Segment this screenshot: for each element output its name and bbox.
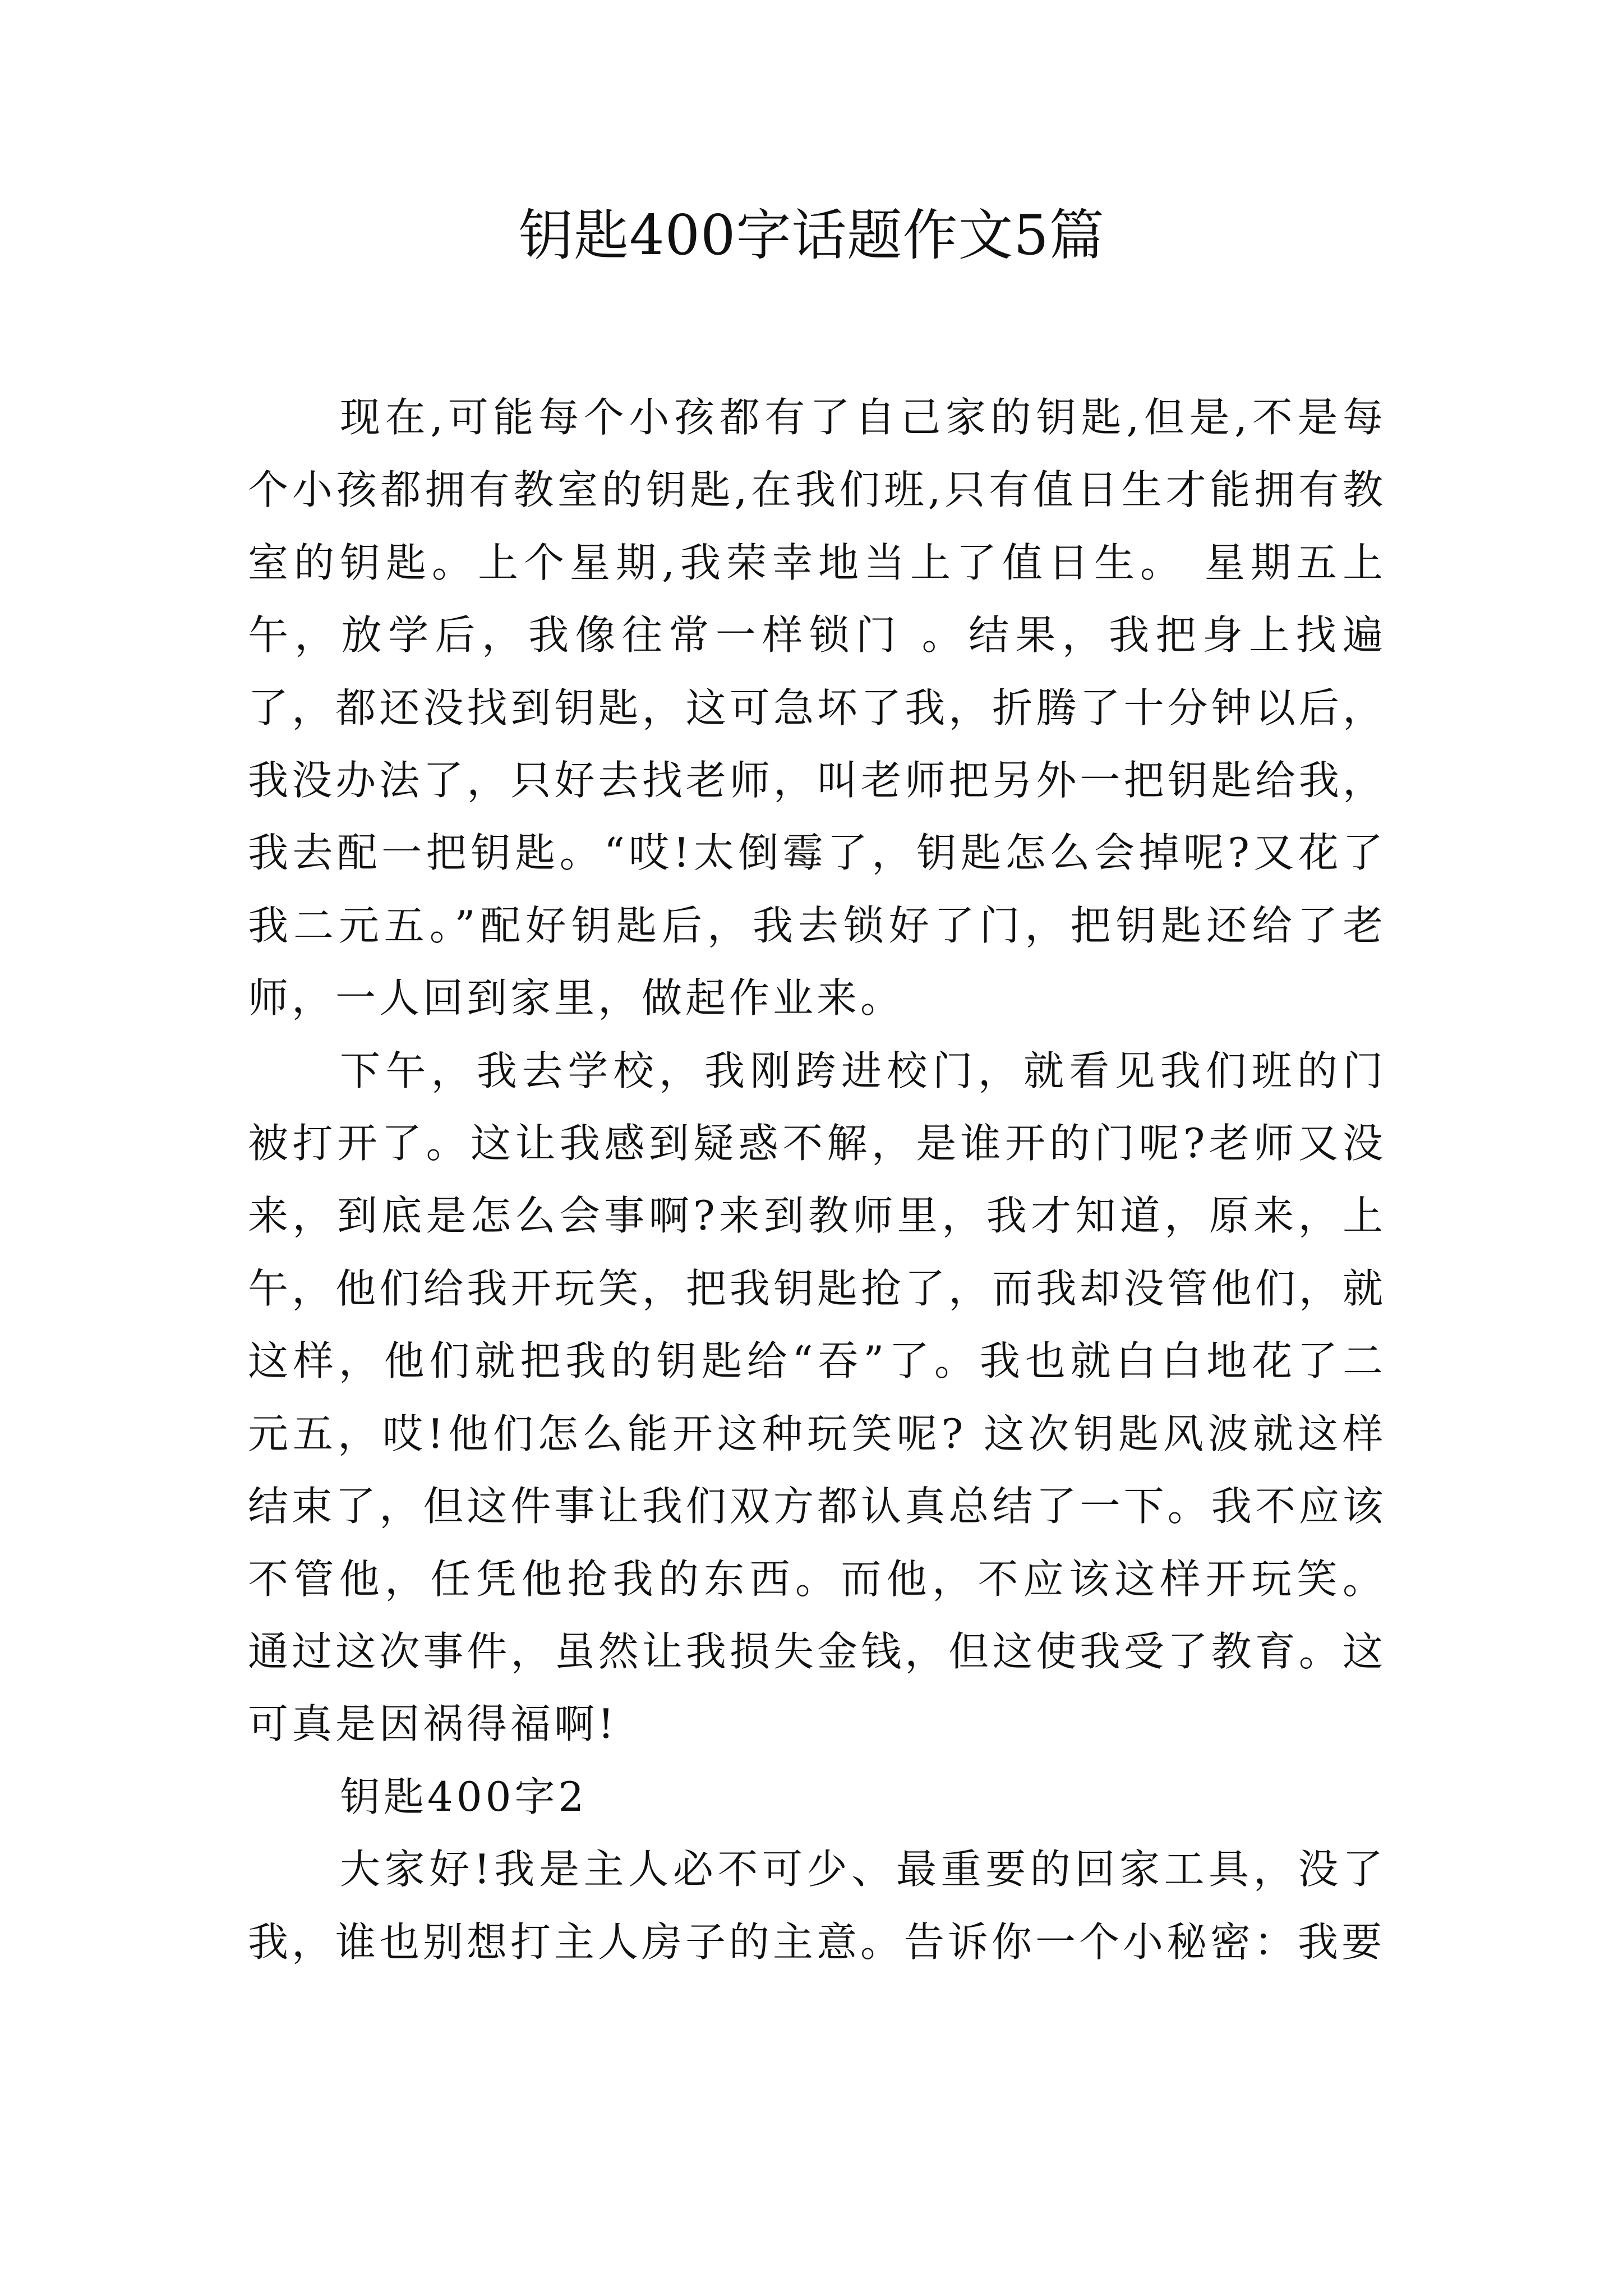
section-subheading: 钥匙400字2 <box>340 1773 588 1820</box>
paragraph-3: 大家好!我是主人必不可少、最重要的回家工具，没了我，谁也别想打主人房子的主意。告诉你一个小秘密：我要 <box>248 1846 1386 1966</box>
document-title: 钥匙400字话题作文5篇 <box>518 204 1105 268</box>
paragraph-1: 现在,可能每个小孩都有了自己家的钥匙,但是,不是每个小孩都拥有教室的钥匙,在我们班,只有值日生才能拥有教室的钥匙。上个星期,我荣幸地当上了值日生。 星期五上午，放学后，我像往常一样锁门 。结果，我把身上找遍了，都还没找到钥匙，这可急坏了我，折腾了十分钟以后，我没办法了，只好去找老师，叫老师把另外一把钥匙给我，我去配一把钥匙。“哎!太倒霉了，钥匙怎么会掉呢?又花了我二元五。”配好钥匙后，我去锁好了门，把钥匙还给了老师，一人回到家里，做起作业来。 <box>248 394 1386 1022</box>
document-body <box>248 381 1386 1978</box>
paragraph-2: 下午，我去学校，我刚跨进校门，就看见我们班的门被打开了。这让我感到疑惑不解，是谁开的门呢?老师又没来，到底是怎么会事啊?来到教师里，我才知道，原来，上午，他们给我开玩笑，把我钥匙抢了，而我却没管他们，就这样，他们就把我的钥匙给“吞”了。我也就白白地花了二元五，哎!他们怎么能开这种玩笑呢? 这次钥匙风波就这样结束了，但这件事让我们双方都认真总结了一下。我不应该不管他，任凭他抢我的东西。而他，不应该这样开玩笑。 通过这次事件，虽然让我损失金钱，但这使我受了教育。这可真是因祸得福啊! <box>248 1047 1386 1748</box>
